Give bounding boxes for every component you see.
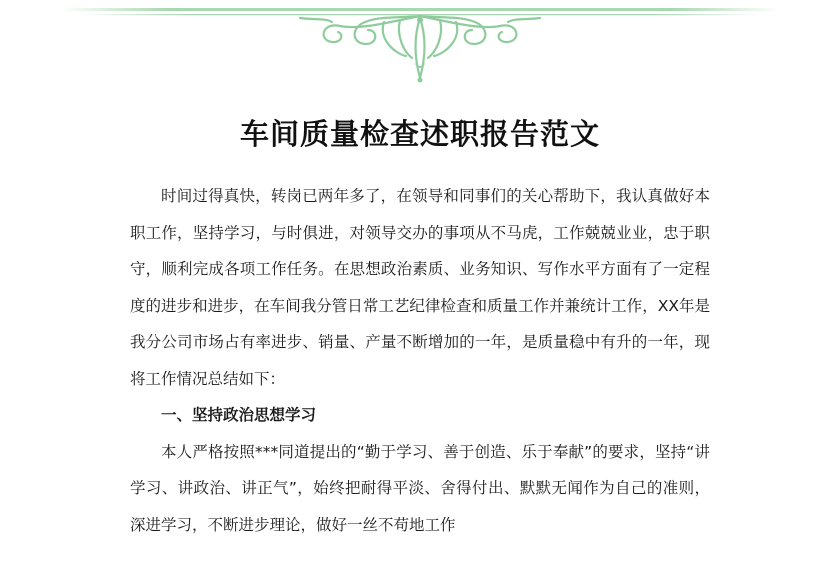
section-heading: 一、坚持政治思想学习 [161,406,317,424]
intro-paragraph: 时间过得真快，转岗已两年多了，在领导和同事们的关心帮助下，我认真做好本职工作，坚持学习，与时俱进，对领导交办的事项从不马虎，工作兢兢业业，忠于职守，顺利完成各项工作任务。在思想政治素质、业务知识、写作水平方面有了一定程度的进步和进步，在车间我分管日常工艺纪律检查和质量工作并兼统计工作，XX年是我分公司市场占有率进步、销量、产量不断增加的一年，是质量稳中有升的一年，现将工作情况总结如下： [130,187,710,388]
document-body [130,178,710,543]
decorative-header-ornament [0,0,840,90]
section-paragraph: 本人严格按照***同道提出的“勤于学习、善于创造、乐于奉献”的要求，坚持“讲学习、讲政治、讲正气”，始终把耐得平淡、舍得付出、默默无闻作为自己的准则，深进学习，不断进步理论，做好一丝不苟地工作 [130,442,710,534]
document-title: 车间质量检查述职报告范文 [239,117,600,151]
